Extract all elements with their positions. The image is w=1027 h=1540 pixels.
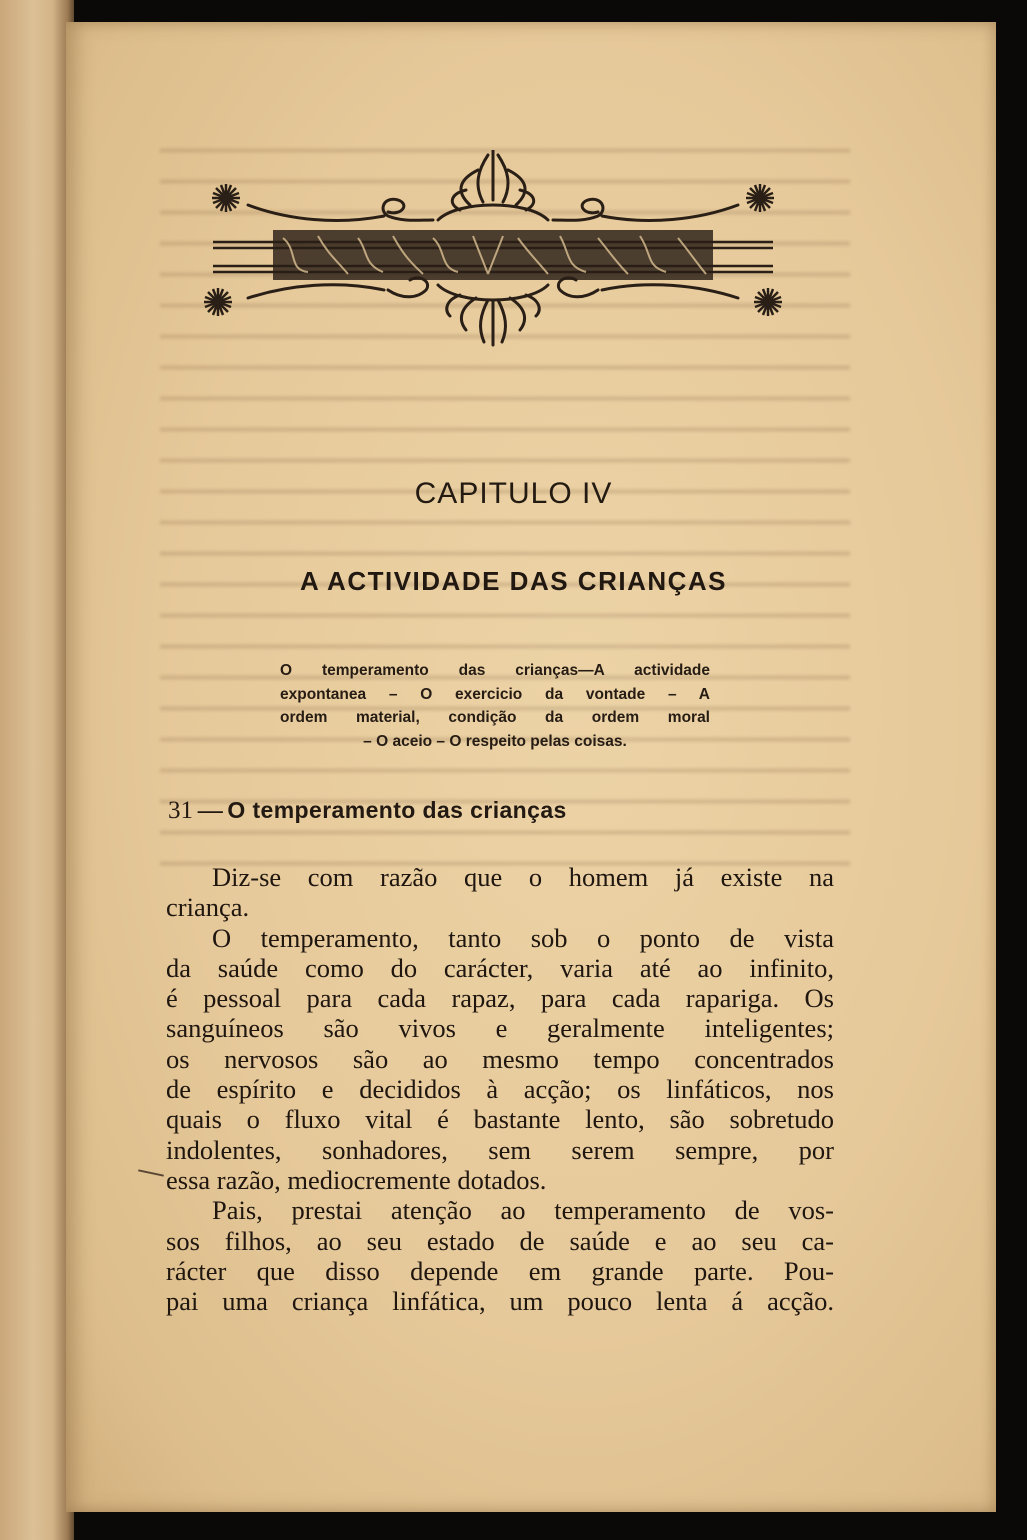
body-line: Pais, prestai atenção ao temperamento de vos- (212, 1195, 834, 1226)
body-line: de espírito e decididos à acção; os linfáticos, nos (166, 1074, 834, 1105)
chapter-number: CAPITULO IV (414, 477, 613, 510)
body-line: rácter que disso depende em grande parte. Pou- (166, 1255, 834, 1286)
section-title: O temperamento das crianças (227, 797, 567, 823)
body-line: quais o fluxo vital é bastante lento, são sobretudo (166, 1104, 834, 1135)
body-line: O temperamento, tanto sob o ponto de vista (212, 922, 834, 953)
chapter-summary (280, 659, 710, 753)
body-line: essa razão, mediocremente dotados. (166, 1164, 547, 1195)
body-line: criança. (166, 892, 250, 923)
body-line: sos filhos, ao seu estado de saúde e ao seu ca- (166, 1225, 834, 1256)
chapter-title: A ACTIVIDADE DAS CRIANÇAS (299, 566, 728, 596)
summary-line: – O aceio – O respeito pelas coisas. (363, 732, 627, 750)
body-line: Diz-se com razão que o homem já existe na (212, 862, 834, 892)
decorative-headpiece (188, 150, 798, 350)
summary-line: expontanea – O exercicio da vontade – A (280, 685, 710, 703)
body-line: sanguíneos são vivos e geralmente inteligentes; (166, 1013, 834, 1044)
body-text (166, 862, 834, 1316)
summary-line: O temperamento das crianças—A actividade (280, 662, 710, 679)
section-number: 31 (168, 797, 193, 824)
section-dash: — (197, 797, 223, 824)
body-line: indolentes, sonhadores, sem serem sempre, por (166, 1134, 834, 1165)
section-heading (168, 797, 567, 825)
body-line: é pessoal para cada rapaz, para cada rapariga. Os (166, 983, 834, 1014)
body-line: os nervosos são ao mesmo tempo concentrados (166, 1043, 834, 1074)
body-line: da saúde como do carácter, varia até ao infinito, (166, 952, 834, 983)
summary-line: ordem material, condição da ordem moral (280, 709, 710, 726)
body-line: pai uma criança linfática, um pouco lenta á acção. (166, 1286, 834, 1317)
